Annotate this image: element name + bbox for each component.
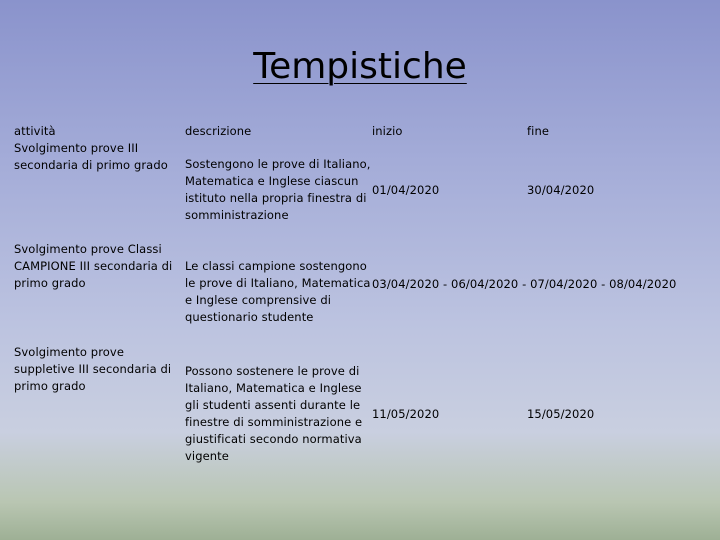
header-description: descrizione bbox=[185, 124, 252, 138]
row-3-end: 15/05/2020 bbox=[527, 407, 595, 421]
row-3-activity: Svolgimento prove suppletive III secondaria di primo grado bbox=[14, 345, 172, 393]
header-activity: attività bbox=[14, 124, 56, 138]
row-3-description: Possono sostenere le prove di Italiano, Matematica e Inglese gli studenti assenti durante le finestre di somministrazione e giustificati secondo normativa vigente bbox=[185, 364, 363, 463]
row-1-end: 30/04/2020 bbox=[527, 183, 595, 197]
row-3-start: 11/05/2020 bbox=[372, 407, 440, 421]
slide-title: Tempistiche bbox=[253, 46, 467, 87]
row-2-description: Le classi campione sostengono le prove di Italiano, Matematica e Inglese comprensive di questionario studente bbox=[185, 259, 371, 324]
row-2-activity: Svolgimento prove Classi CAMPIONE III secondaria di primo grado bbox=[14, 242, 173, 290]
row-2-dates: 03/04/2020 - 06/04/2020 - 07/04/2020 - 08/04/2020 bbox=[372, 277, 677, 291]
header-end: fine bbox=[527, 124, 550, 138]
header-start: inizio bbox=[372, 124, 403, 138]
row-1-activity: Svolgimento prove III secondaria di primo grado bbox=[14, 141, 168, 172]
row-1-start: 01/04/2020 bbox=[372, 183, 440, 197]
row-1-description: Sostengono le prove di Italiano, Matematica e Inglese ciascun istituto nella propria finestra di somministrazione bbox=[185, 157, 371, 222]
